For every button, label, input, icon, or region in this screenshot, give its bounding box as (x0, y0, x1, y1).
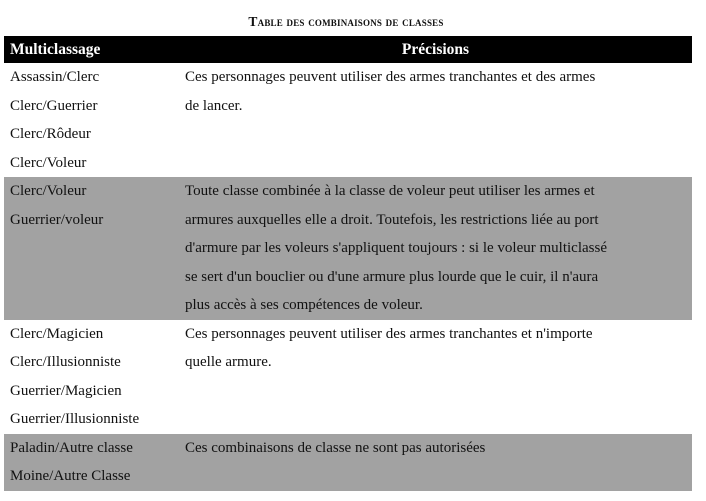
details-line: Toute classe combinée à la classe de voleur peut utiliser les armes et (185, 183, 595, 199)
class-combo: Paladin/Autre classe (10, 439, 133, 456)
details-line: Ces personnages peuvent utiliser des armes tranchantes et n'importe (185, 325, 593, 342)
table-row (4, 320, 692, 434)
class-combo: Assassin/Clerc (10, 69, 100, 85)
class-combinations-table (4, 36, 692, 491)
table-row (4, 63, 692, 177)
table-title: Table des combinaisons de classes (248, 14, 444, 29)
multiclass-cell (4, 434, 179, 491)
details-line: de lancer. (185, 97, 243, 114)
class-combo: Moine/Autre Classe (10, 468, 131, 484)
details-cell (179, 320, 692, 434)
details-line: armures auxquelles elle a droit. Toutefois, les restrictions liée au port (185, 211, 599, 228)
class-combo: Clerc/Rôdeur (10, 126, 91, 142)
multiclass-cell (4, 63, 179, 177)
details-cell (179, 63, 692, 177)
header-details: Précisions (179, 36, 692, 63)
details-line: d'armure par les voleurs s'appliquent toujours : si le voleur multiclassé (185, 240, 607, 256)
class-combo: Clerc/Magicien (10, 325, 104, 342)
table-row (4, 177, 692, 320)
class-combo: Guerrier/voleur (10, 211, 104, 228)
details-line: Ces personnages peuvent utiliser des armes tranchantes et des armes (185, 69, 596, 85)
details-line: quelle armure. (185, 354, 272, 370)
details-line: plus accès à ses compétences de voleur. (185, 297, 423, 313)
table-row (4, 434, 692, 491)
details-cell (179, 177, 692, 320)
details-line: se sert d'un bouclier ou d'une armure plus lourde que le cuir, il n'aura (185, 268, 599, 285)
header-multiclass: Multiclassage (4, 36, 179, 63)
details-cell (179, 434, 692, 491)
class-combo: Guerrier/Illusionniste (10, 411, 140, 427)
class-combo: Guerrier/Magicien (10, 382, 122, 399)
class-combo: Clerc/Voleur (10, 183, 87, 199)
class-combo: Clerc/Voleur (10, 154, 87, 171)
multiclass-cell (4, 320, 179, 434)
details-line: Ces combinaisons de classe ne sont pas autorisées (185, 439, 486, 456)
multiclass-cell (4, 177, 179, 320)
class-combo: Clerc/Illusionniste (10, 354, 121, 370)
header-row (4, 36, 692, 63)
class-combo: Clerc/Guerrier (10, 97, 98, 114)
